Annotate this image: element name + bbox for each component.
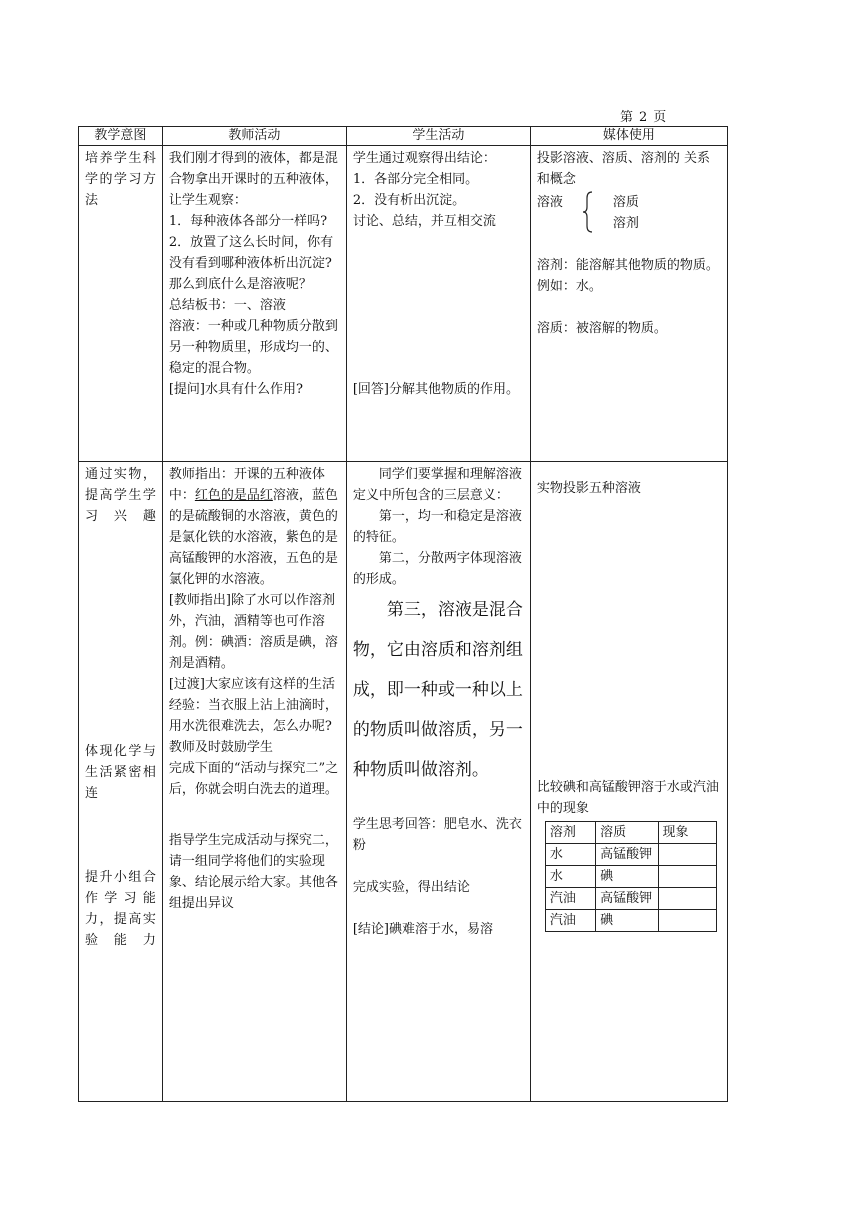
row1-media-solute: 溶质：被溶解的物质。 [536,321,667,336]
row2-intent-2: 体现化学与生活紧密相连 [85,744,156,801]
experiment-row [545,910,716,932]
experiment-header-row [545,822,716,844]
brace-icon [583,191,593,233]
experiment-cell: 碘 [596,866,658,888]
row2-media-1: 实物投影五种溶液 [536,481,641,496]
row2-teacher-a-post: 溶液，蓝色的是硫酸铜的水溶液，黄色的是氯化铁的水溶液，紫色的是高锰酸钾的水溶液，五色的是氯化钾的水溶液。 [168,488,338,587]
row2-student-intro: 同学们要掌握和理解溶液定义中所包含的三层意义： [352,467,522,503]
header-teacher: 教师活动 [162,127,346,146]
relation-diagram [537,192,721,234]
row2-student-p2: 第二，分散两字体现溶液的形成。 [352,551,522,587]
row2-teacher-c: [过渡]大家应该有这样的生活经验：当衣服上沾上油滴时，用水洗很难洗去，怎么办呢? [168,677,338,734]
row1-student-line-0: 学生通过观察得出结论： [352,151,496,166]
experiment-cell [658,866,716,888]
row2-teacher-f: 指导学生完成活动与探究二，请一组同学将他们的实验现象、结论展示给大家。其他各组提出异议 [168,833,338,911]
row2-teacher-e: 完成下面的“活动与探究二”之后，你就会明白洗去的道理。 [168,761,339,797]
experiment-cell: 碘 [596,910,658,932]
row2-intent-3: 提升小组合作学习能力，提高实验能力 [85,870,156,948]
row2-teacher-a [169,464,340,590]
experiment-cell: 高锰酸钾 [596,844,658,866]
row1-teacher-line-4: 溶液：一种或几种物质分散到另一种物质里，形成均一的、稳定的混合物。 [168,319,338,376]
row2-student-exp: 完成实验，得出结论 [352,880,470,895]
row2-media-2: 比较碘和高锰酸钾溶于水或汽油中的现象 [536,780,719,816]
row1-student-line-1: 1．各部分完全相同。 [352,172,479,187]
row2-intent-cell [79,462,163,1102]
row1-teacher-line-3: 总结板书：一、溶液 [168,298,286,313]
experiment-cell [658,844,716,866]
experiment-cell: 汽油 [545,888,595,910]
experiment-row [545,866,716,888]
page-number-value: 2 [639,110,648,125]
row1-teacher-cell [162,146,346,462]
row2-student-think: 学生思考回答：肥皂水、洗衣粉 [352,817,522,853]
experiment-cell [658,910,716,932]
experiment-cell: 高锰酸钾 [596,888,658,910]
row2-media-cell [530,462,727,1102]
row1-intent: 培养学生科学的学习方法 [85,151,156,208]
header-row [79,127,728,146]
row1-teacher-line-0: 我们刚才得到的液体，都是混合物拿出开课时的五种液体，让学生观察： [168,151,338,208]
row2-student-conclusion: [结论]碘难溶于水，易溶 [352,922,494,937]
experiment-cell: 水 [545,844,595,866]
row1-media-intro: 投影溶液、溶质、溶剂的 关系和概念 [536,151,711,187]
header-media: 媒体使用 [530,127,727,146]
row2-intent-1: 通过实物，提高学生学习兴趣 [85,467,156,524]
experiment-cell [658,888,716,910]
experiment-header-solvent: 溶剂 [545,822,595,844]
header-intent: 教学意图 [79,127,163,146]
row1-media-solvent: 溶剂：能溶解其他物质的物质。例如：水。 [536,258,719,294]
row2-teacher-d: 教师及时鼓励学生 [168,740,273,755]
experiment-row [545,888,716,910]
relation-solution: 溶液 [536,195,563,210]
row-1 [79,146,728,462]
experiment-header-phenomenon: 现象 [658,822,716,844]
row1-student-cell [346,146,530,462]
experiment-table [545,821,717,932]
page-prefix: 第 [620,110,634,125]
row1-student-answer: [回答]分解其他物质的作用。 [352,382,520,397]
header-student: 学生活动 [346,127,530,146]
experiment-cell: 水 [545,866,595,888]
experiment-row [545,844,716,866]
row1-teacher-line-5: [提问]水具有什么作用? [168,382,303,397]
row2-teacher-a-pre: 教师指出：开课的五种液体中： [168,467,325,503]
page-number [620,107,672,128]
row2-student-third: 第三，溶液是混合物，它由溶质和溶剂组成，即一种或一种以上的物质叫做溶质，另一种物质叫做溶剂。 [352,600,523,780]
row1-intent-cell [79,146,163,462]
row2-student-p1: 第一，均一和稳定是溶液的特征。 [352,509,522,545]
relation-solute: 溶质 [612,195,639,210]
row1-student-line-3: 讨论、总结，并互相交流 [352,214,496,229]
row-2 [79,462,728,1102]
experiment-cell: 汽油 [545,910,595,932]
page-suffix: 页 [653,110,667,125]
row1-media-cell [530,146,727,462]
row1-teacher-line-1: 1．每种液体各部分一样吗? [168,214,328,229]
row1-student-spacer [353,232,524,379]
row2-teacher-cell [162,462,346,1102]
row1-teacher-line-2: 2．放置了这么长时间，你有没有看到哪种液体析出沉淀?那么到底什么是溶液呢？ [168,235,334,292]
row2-teacher-a-underlined: 红色的是品红 [194,488,273,503]
row2-student-cell [346,462,530,1102]
relation-solvent: 溶剂 [612,216,639,231]
experiment-header-solute: 溶质 [596,822,658,844]
lesson-plan-table [78,126,728,1102]
row1-student-line-2: 2．没有析出沉淀。 [352,193,466,208]
row2-teacher-b: [教师指出]除了水可以作溶剂外，汽油，酒精等也可作溶剂。例：碘酒：溶质是碘，溶剂是酒精。 [168,593,338,671]
